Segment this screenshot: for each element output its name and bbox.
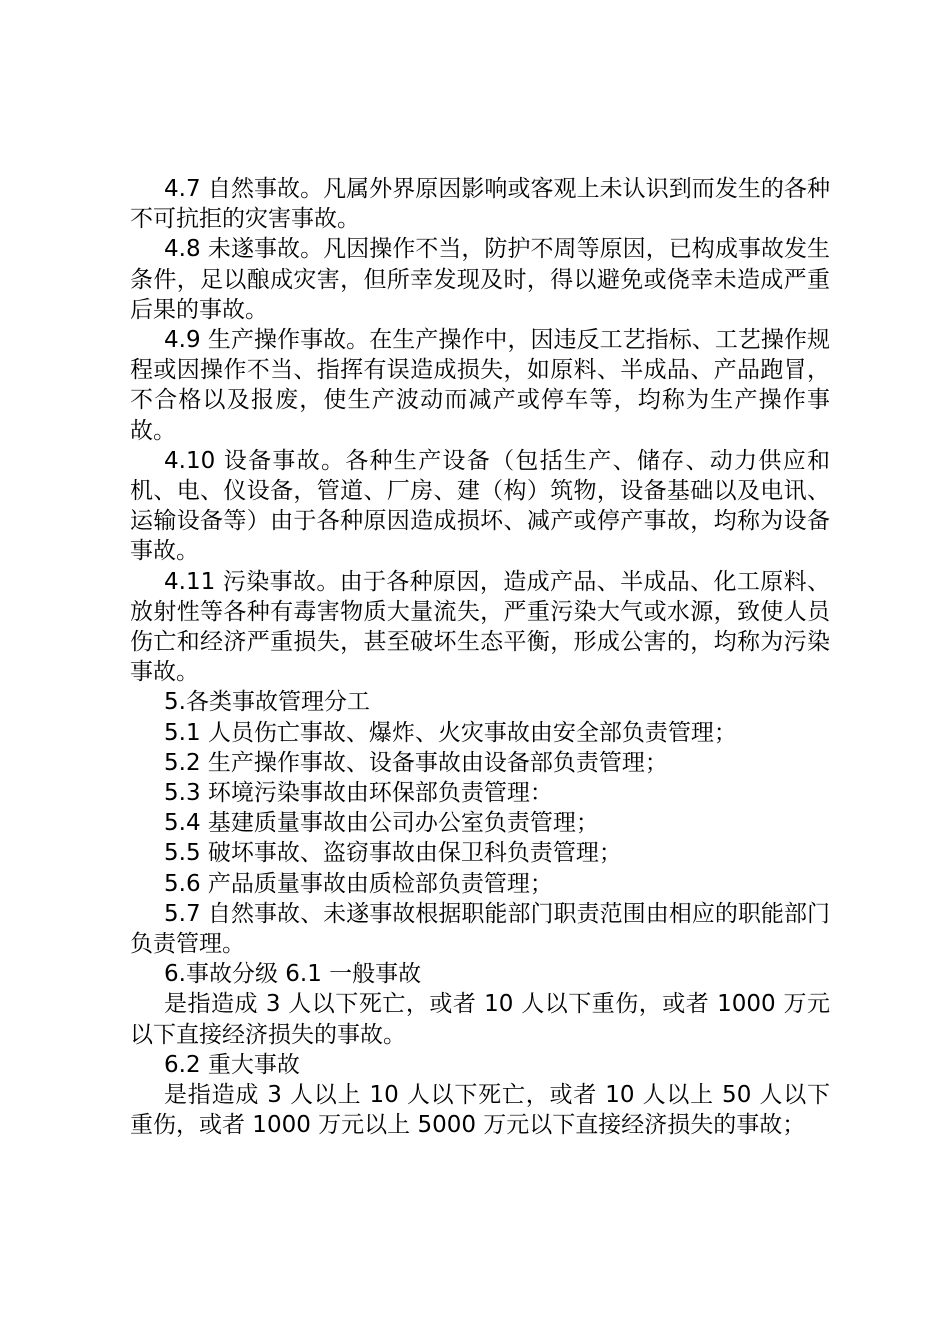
paragraph-5-6: 5.6 产品质量事故由质检部负责管理；: [164, 870, 553, 897]
paragraph-5-3: 5.3 环境污染事故由环保部负责管理：: [164, 780, 553, 807]
section-heading-6: 6.事故分级 6.1 一般事故: [164, 961, 422, 988]
paragraph-5-5: 5.5 破坏事故、盗窃事故由保卫科负责管理；: [164, 840, 622, 867]
paragraph-4-7: 4.7 自然事故。凡属外界原因影响或客观上未认识到而发生的各种不可抗拒的灾害事故。: [130, 176, 830, 233]
paragraph-5-7: 5.7 自然事故、未遂事故根据职能部门职责范围由相应的职能部门负责管理。: [130, 900, 830, 958]
section-heading-5: 5.各类事故管理分工: [164, 689, 370, 716]
paragraph-5-1: 5.1 人员伤亡事故、爆炸、火灾事故由安全部负责管理；: [164, 719, 737, 746]
paragraph-4-11: 4.11 污染事故。由于各种原因，造成产品、半成品、化工原料、放射性等各种有毒害物质大量流失，严重污染大气或水源，致使人员伤亡和经济严重损失，甚至破坏生态平衡，形成公害的，均称为污染事故。: [130, 568, 830, 686]
paragraph-5-2: 5.2 生产操作事故、设备事故由设备部负责管理；: [164, 749, 668, 776]
paragraph-5-4: 5.4 基建质量事故由公司办公室负责管理；: [164, 810, 599, 837]
paragraph-4-10: 4.10 设备事故。各种生产设备（包括生产、储存、动力供应和机、电、仪设备，管道、厂房、建（构）筑物，设备基础以及电讯、运输设备等）由于各种原因造成损坏、减产或停产事故，均称为设备事故。: [130, 447, 830, 565]
paragraph-6-2-heading: 6.2 重大事故: [164, 1051, 300, 1078]
paragraph-4-9: 4.9 生产操作事故。在生产操作中，因违反工艺指标、工艺操作规程或因操作不当、指挥有误造成损失，如原料、半成品、产品跑冒，不合格以及报废，使生产波动而减产或停车等，均称为生产操作事故。: [130, 327, 830, 444]
document-page: [130, 174, 830, 1141]
paragraph-6-2-body: 是指造成 3 人以上 10 人以下死亡，或者 10 人以上 50 人以下重伤，或者 1000 万元以上 5000 万元以下直接经济损失的事故；: [130, 1082, 830, 1139]
paragraph-4-8: 4.8 未遂事故。凡因操作不当，防护不周等原因，已构成事故发生条件，足以酿成灾害，但所幸发现及时，得以避免或侥幸未造成严重后果的事故。: [130, 236, 830, 323]
paragraph-6-1-body: 是指造成 3 人以下死亡，或者 10 人以下重伤，或者 1000 万元以下直接经济损失的事故。: [130, 991, 830, 1048]
